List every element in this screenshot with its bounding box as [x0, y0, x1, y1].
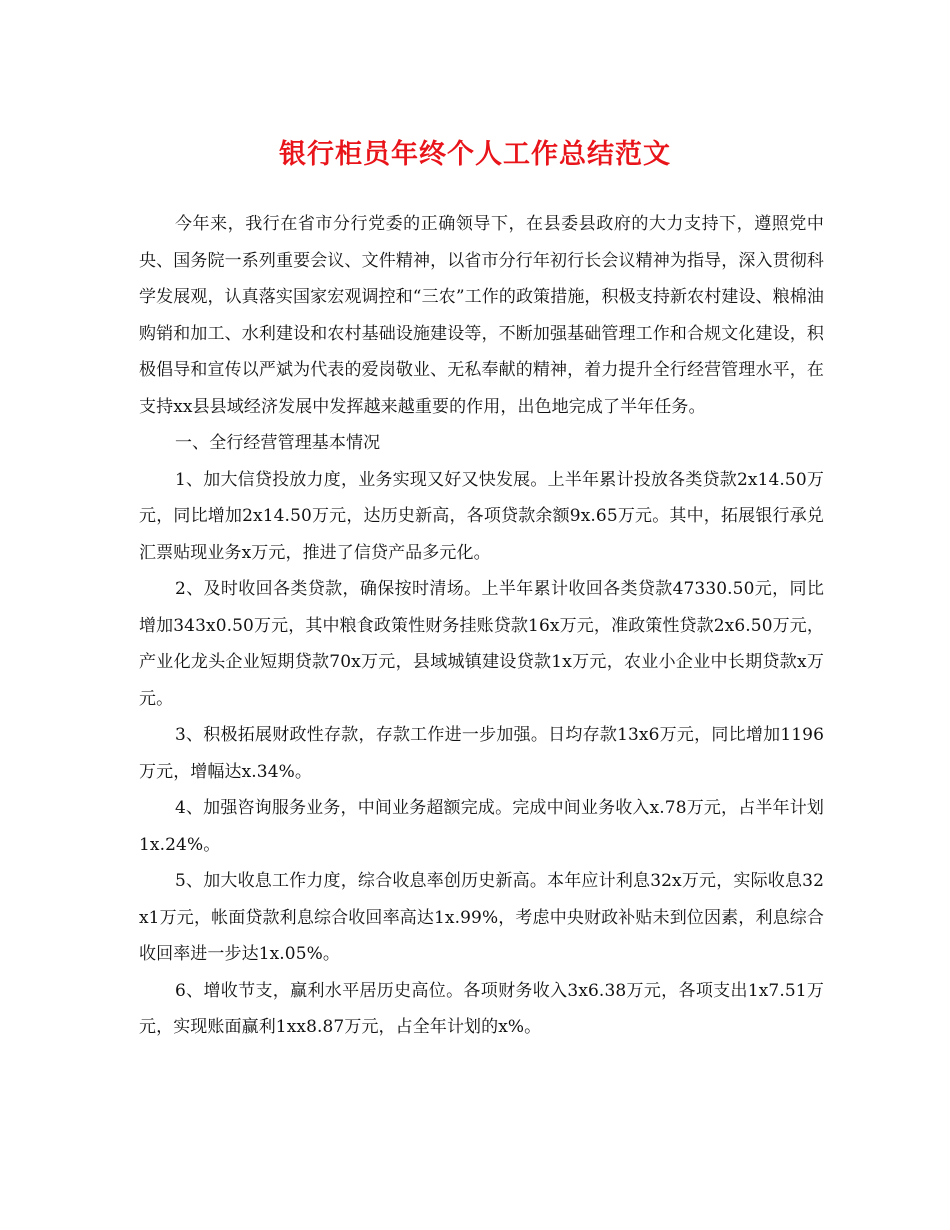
paragraph-item-5: 5、加大收息工作力度，综合收息率创历史新高。本年应计利息32x万元，实际收息32x1万元，帐面贷款利息综合收回率高达1x.99%，考虑中央财政补贴未到位因素，利息综合收回率进一步达1x.05%。	[139, 871, 824, 964]
paragraph-intro: 今年来，我行在省市分行党委的正确领导下，在县委县政府的大力支持下，遵照党中央、国务院一系列重要会议、文件精神，以省市分行年初行长会议精神为指导，深入贯彻科学发展观，认真落实国家宏观调控和“三农”工作的政策措施，积极支持新农村建设、粮棉油购销和加工、水利建设和农村基础设施建设等，不断加强基础管理工作和合规文化建设，积极倡导和宣传以严斌为代表的爱岗敬业、无私奉献的精神，着力提升全行经营管理水平，在支持xx县县域经济发展中发挥越来越重要的作用，出色地完成了半年任务。	[139, 214, 824, 417]
section-heading: 一、全行经营管理基本情况	[175, 433, 381, 453]
document-body	[139, 206, 824, 1046]
paragraph-item-3: 3、积极拓展财政性存款，存款工作进一步加强。日均存款13x6万元，同比增加1196万元，增幅达x.34%。	[139, 725, 824, 782]
paragraph-item-4: 4、加强咨询服务业务，中间业务超额完成。完成中间业务收入x.78万元，占半年计划1x.24%。	[139, 798, 824, 855]
paragraph-item-1: 1、加大信贷投放力度，业务实现又好又快发展。上半年累计投放各类贷款2x14.50万元，同比增加2x14.50万元，达历史新高，各项贷款余额9x.65万元。其中，拓展银行承兑汇票贴现业务x万元，推进了信贷产品多元化。	[139, 469, 824, 563]
document-title: 银行柜员年终个人工作总结范文	[279, 139, 671, 170]
paragraph-item-6: 6、增收节支，赢利水平居历史高位。各项财务收入3x6.38万元，各项支出1x7.51万元，实现账面赢利1xx8.87万元，占全年计划的x%。	[139, 980, 824, 1037]
paragraph-item-2: 2、及时收回各类贷款，确保按时清场。上半年累计收回各类贷款47330.50元，同比增加343x0.50万元，其中粮食政策性财务挂账贷款16x万元，准政策性贷款2x6.50万元，产业化龙头企业短期贷款70x万元，县域城镇建设贷款1x万元，农业小企业中长期贷款x万元。	[139, 579, 824, 709]
